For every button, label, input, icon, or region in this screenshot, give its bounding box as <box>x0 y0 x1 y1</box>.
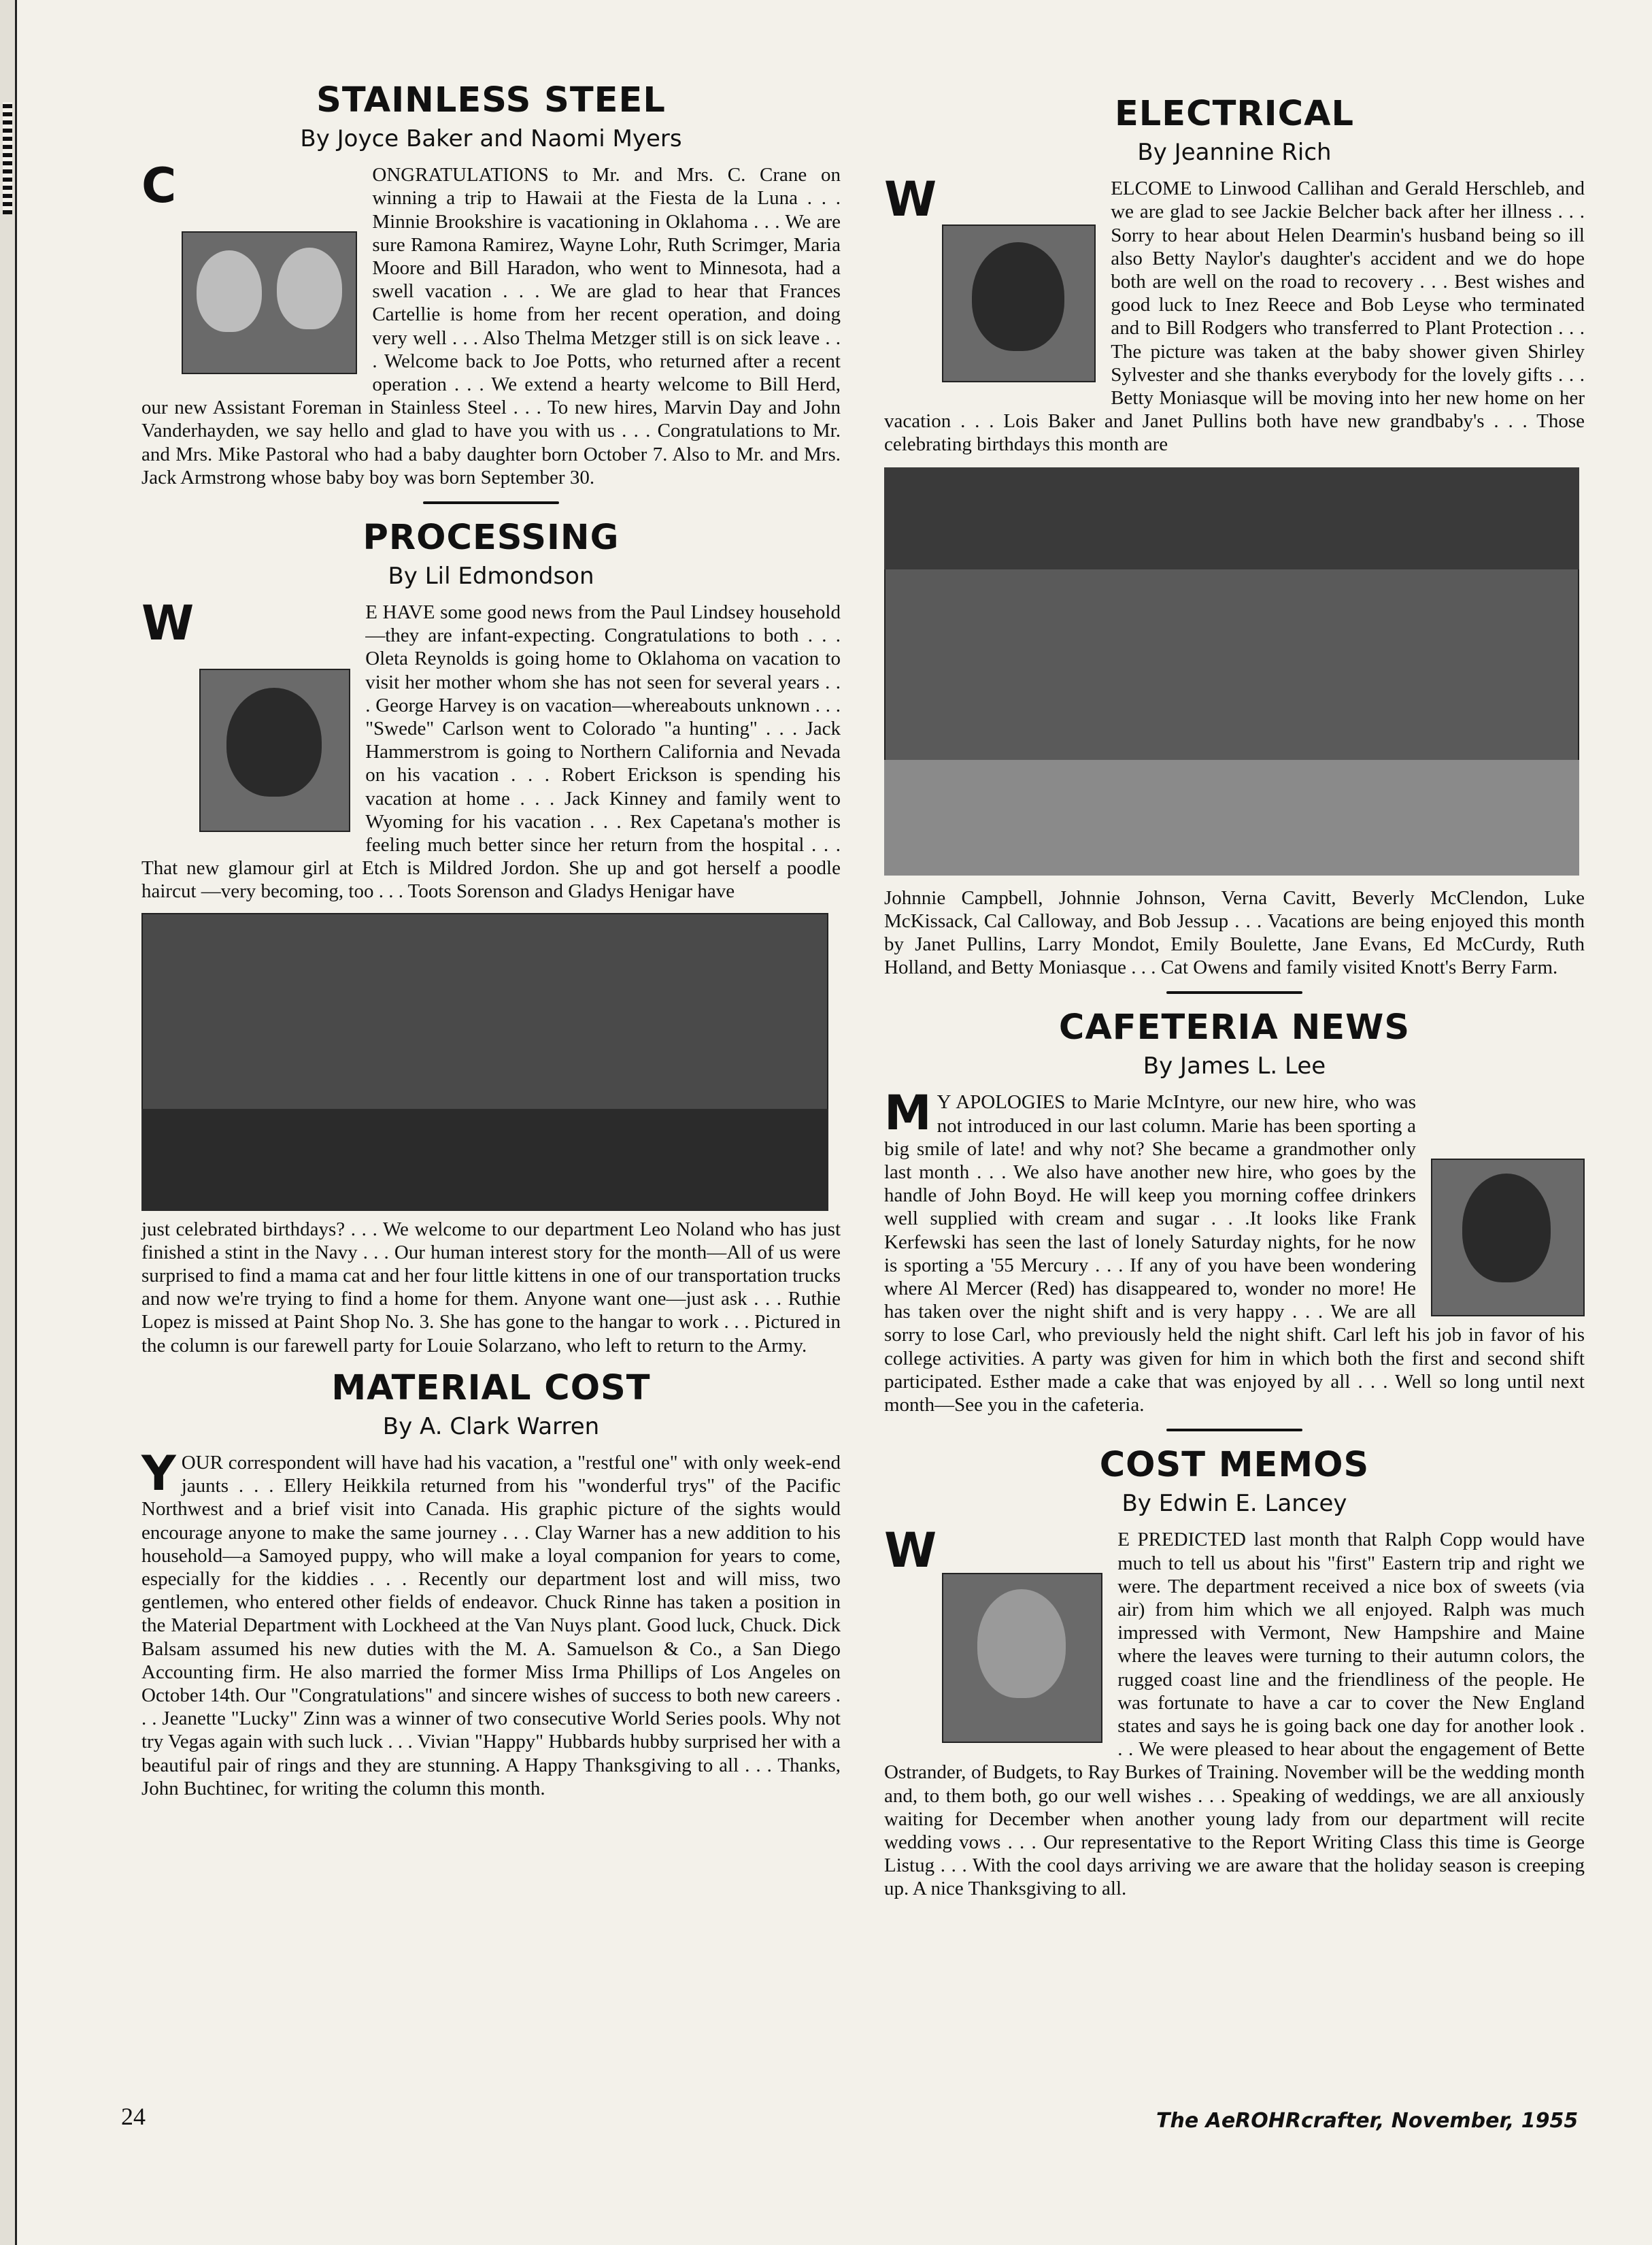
left-column <box>141 82 841 1800</box>
portrait-head <box>226 688 322 797</box>
stainless-steel-title: STAINLESS STEEL <box>316 80 666 120</box>
cost-memos-portrait-photo <box>942 1573 1102 1743</box>
cost-memos-body <box>884 1523 1585 1900</box>
portrait-head <box>277 248 342 329</box>
material-cost-body <box>141 1445 841 1800</box>
cost-memos-text: E PREDICTED last month that Ralph Copp would have much to tell us about his "first" Eastern trip and right we were. The department received a nice box of sweets (via air) from him which we all enjoyed. Ralph was much impressed with Vermont, New Hampshire and Maine where the leaves were turning to their autumn colors, the rugged coast line and the friendliness of the people. He was fortunate to have a car to cover the New England states and says he is going back one day for another look . . . We were pleased to hear about the engagement of Bette Ostrander, of Budgets, to Ray Burkes of Training. November will be the wedding month and, to them both, go our well wishes . . . Speaking of weddings, we are all anxiously waiting for December when another young lady from our department will recite wedding vows . . . Our representative to the Report Writing Class this time is George Listug . . . With the cool days arriving we are aware that the holiday season is creeping up. A nice Thanksgiving to all. <box>884 1529 1585 1900</box>
electrical-text: ELCOME to Linwood Callihan and Gerald Herschleb, and we are glad to see Jackie Belcher back after her illness . . . Sorry to hear about Helen Dearmin's husband being so ill also Betty Naylor's daughter's accident and we do hope both are well on the road to recovery . . . Best wishes and good luck to Inez Reece and Bob Leyse who terminated and to Bill Rodgers who transferred to Plant Protection . . . The picture was taken at the baby shower given Shirley Sylvester and she thanks everybody for the lovely gifts . . . Betty Moniasque will be moving into her new home on her vacation . . . Lois Baker and Janet Pullins both have new grandbaby's . . . Those celebrating birthdays this month are <box>884 178 1585 456</box>
material-cost-dropcap: Y <box>141 1445 176 1501</box>
stainless-steel-dropcap: C <box>141 158 177 214</box>
stainless-steel-portraits-photo <box>182 231 357 374</box>
stainless-steel-byline: By Joyce Baker and Naomi Myers <box>300 125 682 153</box>
page-number: 24 <box>121 2103 146 2130</box>
processing-title: PROCESSING <box>363 517 620 558</box>
cost-memos-title: COST MEMOS <box>1099 1445 1370 1486</box>
electrical-byline: By Jeannine Rich <box>1137 139 1332 167</box>
processing-article <box>141 519 841 1357</box>
cafeteria-news-body <box>884 1085 1585 1416</box>
stainless-steel-body <box>141 158 841 489</box>
cafeteria-news-title: CAFETERIA NEWS <box>1058 1008 1411 1048</box>
farewell-party-group-photo <box>141 913 828 1211</box>
portrait-head <box>1462 1174 1551 1282</box>
page-binding-edge <box>0 0 17 2245</box>
cost-memos-article <box>884 1446 1585 1900</box>
cafeteria-news-dropcap: M <box>884 1085 932 1142</box>
section-divider <box>423 501 559 504</box>
processing-portrait-photo <box>199 669 350 832</box>
material-cost-text: OUR correspondent will have had his vacation, a "restful one" with only week-end jaunts . . . Ellery Heikkila returned from his "wonderful trys" of the Pacific Northwest and a brief visit into Canada. His graphic picture of the sights would encourage anyone to make the same journey . . . Clay Warner has a new addition to his household—a Samoyed puppy, who will make a loyal companion for years to come, especially for the kiddies . . . Recently our department lost and will miss, two gentlemen, who entered other fields of endeavor. Chuck Rinne has taken a position in the Material Department with Lockheed at the Van Nuys plant. Good luck, Chuck. Dick Balsam assumed his new duties with the M. A. Samuelson & Co., a San Diego Accounting firm. He also married the former Miss Irma Phillips of Los Angeles on October 14th. Our "Congratulations" and sincere wishes of success to both new careers . . . Jeanette "Lucky" Zinn was a winner of two consecutive World Series pools. Why not try Vegas again with such luck . . . Vivian "Happy" Hubbards hubby surprised her with a beautiful pair of rings and they are stunning. A Happy Thanksgiving to all . . . Thanks, John Buchtinec, for writing the column this month. <box>141 1451 841 1799</box>
publication-footer: The AeROHRcrafter, November, 1955 <box>1156 2109 1579 2133</box>
binding-marks <box>3 102 12 214</box>
processing-text-continued: just celebrated birthdays? . . . We welcome to our department Leo Noland who has just finished a stint in the Navy . . . Our human interest story for the month—All of us were surprised to find a mama cat and her four little kittens in one of our transportation trucks and now we're trying to find a home for them. Anyone want one—just ask . . . Ruthie Lopez is missed at Paint Shop No. 3. She has gone to the hangar to work . . . Pictured in the column is our farewell party for Louie Solarzano, who left to return to the Army. <box>141 1218 841 1357</box>
cafeteria-news-article <box>884 1009 1585 1416</box>
electrical-article <box>884 95 1585 979</box>
processing-byline: By Lil Edmondson <box>388 563 594 591</box>
baby-shower-photo <box>884 467 1579 876</box>
stainless-steel-article <box>141 82 841 489</box>
processing-dropcap: W <box>141 595 195 652</box>
cost-memos-dropcap: W <box>884 1523 937 1579</box>
ceiling <box>884 467 1579 569</box>
electrical-title: ELECTRICAL <box>1114 94 1355 134</box>
electrical-portrait-photo <box>942 224 1096 382</box>
electrical-body <box>884 171 1585 456</box>
workbench <box>141 1109 828 1211</box>
portrait-head <box>197 250 262 332</box>
cafeteria-portrait-photo <box>1431 1159 1585 1316</box>
processing-body <box>141 595 841 903</box>
stainless-steel-text: ONGRATULATIONS to Mr. and Mrs. C. Crane on winning a trip to Hawaii at the Fiesta de la Luna . . . Minnie Brookshire is vacationing in Oklahoma . . . We are sure Ramona Ramirez, Wayne Lohr, Ruth Scrimger, Maria Moore and Bill Haradon, who went to Minnesota, had a swell vacation . . . We are glad to hear that Frances Cartellie is home from her recent operation, and doing very well . . . Also Thelma Metzger still is on sick leave . . . Welcome back to Joe Potts, who returned after a recent operation . . . We extend a hearty welcome to Bill Herd, our new Assistant Foreman in Stainless Steel . . . To new hires, Marvin Day and John Vanderhayden, we say hello and glad to have you with us . . . Congratulations to Mr. and Mrs. Mike Pastoral who had a baby daughter born October 7. Also to Mr. and Mrs. Jack Armstrong whose baby boy was born September 30. <box>141 164 841 488</box>
cafeteria-news-text: Y APOLOGIES to Marie McIntyre, our new hire, who was not introduced in our last column. Marie has been sporting a big smile of late! and why not? She became a grandmother only last month . . . We also have another new hire, who goes by the handle of John Boyd. He will keep you morning coffee drinkers well supplied with cream and sugar . . .It looks like Frank Kerfewski has seen the last of lonely Saturday nights, for he now is sporting a '55 Mercury . . . If any of you have been wondering where Al Mercer (Red) has disappeared to, wonder no more! He has taken over the night shift and is very happy . . . We are all sorry to lose Carl, who previously held the night shift. Carl left his job in favor of his college activities. A party was given for him in which both the first and second shift participated. Esther made a cake that was enjoyed by all . . . Well so long until next month—See you in the cafeteria. <box>884 1091 1585 1416</box>
material-cost-article <box>141 1369 841 1800</box>
portrait-head <box>972 242 1064 351</box>
gift-table <box>884 760 1579 876</box>
electrical-text-continued: Johnnie Campbell, Johnnie Johnson, Verna Cavitt, Beverly McClendon, Luke McKissack, Cal Calloway, and Bob Jessup . . . Vacations are being enjoyed this month by Janet Pullins, Larry Mondot, Emily Boulette, Jane Evans, Ed McCurdy, Ruth Holland, and Betty Moniasque . . . Cat Owens and family visited Knott's Berry Farm. <box>884 886 1585 979</box>
section-divider <box>1166 1429 1302 1431</box>
cafeteria-news-byline: By James L. Lee <box>1143 1052 1326 1080</box>
cost-memos-byline: By Edwin E. Lancey <box>1122 1490 1347 1518</box>
portrait-head <box>977 1589 1066 1698</box>
processing-text: E HAVE some good news from the Paul Lindsey household—they are infant-expecting. Congratulations to both . . . Oleta Reynolds is going home to Oklahoma on vacation to visit her mother whom she has not seen for several years . . . George Harvey is on vacation—whereabouts unknown . . . "Swede" Carlson went to Colorado "a hunting" . . . Jack Hammerstrom is going to Northern California and Nevada on his vacation . . . Robert Erickson is spending his vacation at home . . . Jack Kinney and family went to Wyoming for his vacation . . . Rex Capetana's mother is feeling much better since her return from the hospital . . . That new glamour girl at Etch is Mildred Jordon. She up and got herself a poodle haircut —very becoming, too . . . Toots Sorenson and Gladys Henigar have <box>141 601 841 903</box>
material-cost-byline: By A. Clark Warren <box>382 1412 600 1440</box>
section-divider <box>1166 991 1302 994</box>
material-cost-title: MATERIAL COST <box>331 1367 651 1408</box>
right-column <box>884 95 1585 1901</box>
electrical-dropcap: W <box>884 171 937 228</box>
